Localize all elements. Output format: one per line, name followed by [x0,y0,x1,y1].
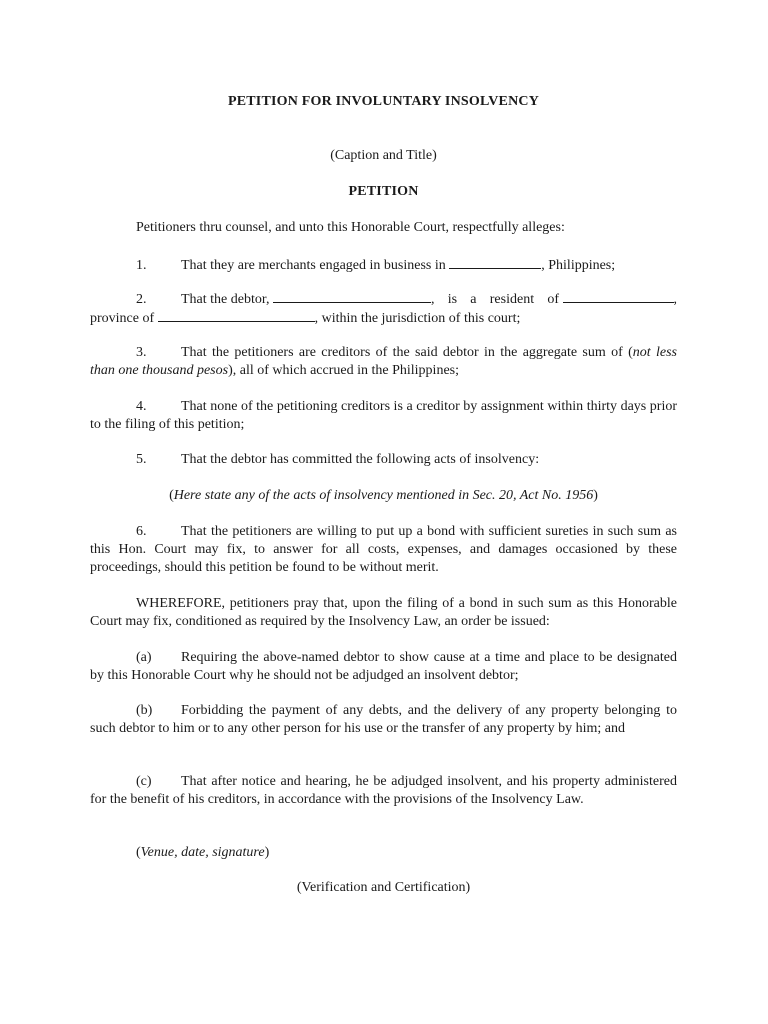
allegation-text: That the petitioners are creditors of the said debtor in the aggregate sum of ( [181,345,633,360]
venue-open: ( [136,845,141,860]
allegation-text: That none of the petitioning creditors is a creditor by assignment within thirty days prior to the filing of this petition; [90,399,677,432]
prayer-text: Requiring the above-named debtor to show cause at a time and place to be designated by this Honorable Court why he should not be adjudged an insolvent debtor; [90,650,677,683]
document-title: PETITION FOR INVOLUNTARY INSOLVENCY [227,94,540,109]
allegation-text: That the petitioners are willing to put up a bond with sufficient sureties in such sum as this Hon. Court may fix, to answer for all costs, expenses, and damages occasioned by these proceedings, should this petition be found to be without merit. [90,524,677,575]
allegation-text: That the debtor, [181,292,273,307]
prayer-label: (a) [136,650,152,665]
prayer-a [90,649,677,685]
allegation-text-end: , Philippines; [541,258,616,273]
allegation-number: 1. [136,258,147,273]
allegation-text-mid: , is a resident of [430,292,563,307]
allegation-number: 5. [136,452,147,467]
allegation-number: 2. [136,292,147,307]
paren-open: ( [169,488,174,503]
allegation-3 [90,344,677,380]
caption-placeholder: (Caption and Title) [330,148,437,163]
allegation-text: That they are merchants engaged in business in [181,258,450,273]
allegation-text-end: ), all of which accrued in the Philippines; [228,363,460,378]
paren-close: ) [593,488,598,503]
allegation-number: 6. [136,524,147,539]
intro-paragraph [90,220,677,236]
allegation-5 [90,452,677,468]
venue-date-signature [90,845,677,861]
allegation-text-end: , within the jurisdiction of this court; [314,311,521,326]
wherefore-text: WHEREFORE, petitioners pray that, upon the filing of a bond in such sum as this Honorable Court may fix, conditioned as required by the Insolvency Law, an order be issued: [90,596,677,629]
wherefore-clause [90,595,677,631]
business-location-blank[interactable] [449,256,541,269]
allegation-4 [90,398,677,434]
allegation-text-province: province of [90,311,158,326]
allegation-number: 4. [136,399,147,414]
prayer-label: (b) [136,703,153,718]
residence-blank[interactable] [563,290,674,303]
prayer-c [90,773,677,809]
allegation-text: That the debtor has committed the following acts of insolvency: [181,452,540,467]
province-blank[interactable] [158,309,315,322]
petition-heading: PETITION [348,184,419,199]
venue-text: Venue, date, signature [140,845,265,860]
prayer-b [90,702,677,738]
allegation-number: 3. [136,345,147,360]
acts-note-text: Here state any of the acts of insolvency mentioned in Sec. 20, Act No. 1956 [173,488,594,503]
verification-certification: (Verification and Certification) [296,880,471,895]
allegation-6 [90,523,677,577]
allegation-2 [90,290,677,328]
prayer-text: That after notice and hearing, he be adjudged insolvent, and his property administered for the benefit of his creditors, in accordance with the provisions of the Insolvency Law. [90,774,677,807]
minimum-amount-text: not less than one thousand pesos [90,345,678,378]
debtor-name-blank[interactable] [273,290,431,303]
allegation-1 [90,256,677,274]
acts-of-insolvency-note [90,488,677,504]
prayer-text: Forbidding the payment of any debts, and the delivery of any property belonging to such debtor to him or to any other person for his use or the transfer of any property by him; and [90,703,677,736]
prayer-label: (c) [136,774,152,789]
intro-text: Petitioners thru counsel, and unto this Honorable Court, respectfully alleges: [136,220,565,235]
allegation-text-comma: , [673,292,677,307]
venue-close: ) [264,845,270,860]
